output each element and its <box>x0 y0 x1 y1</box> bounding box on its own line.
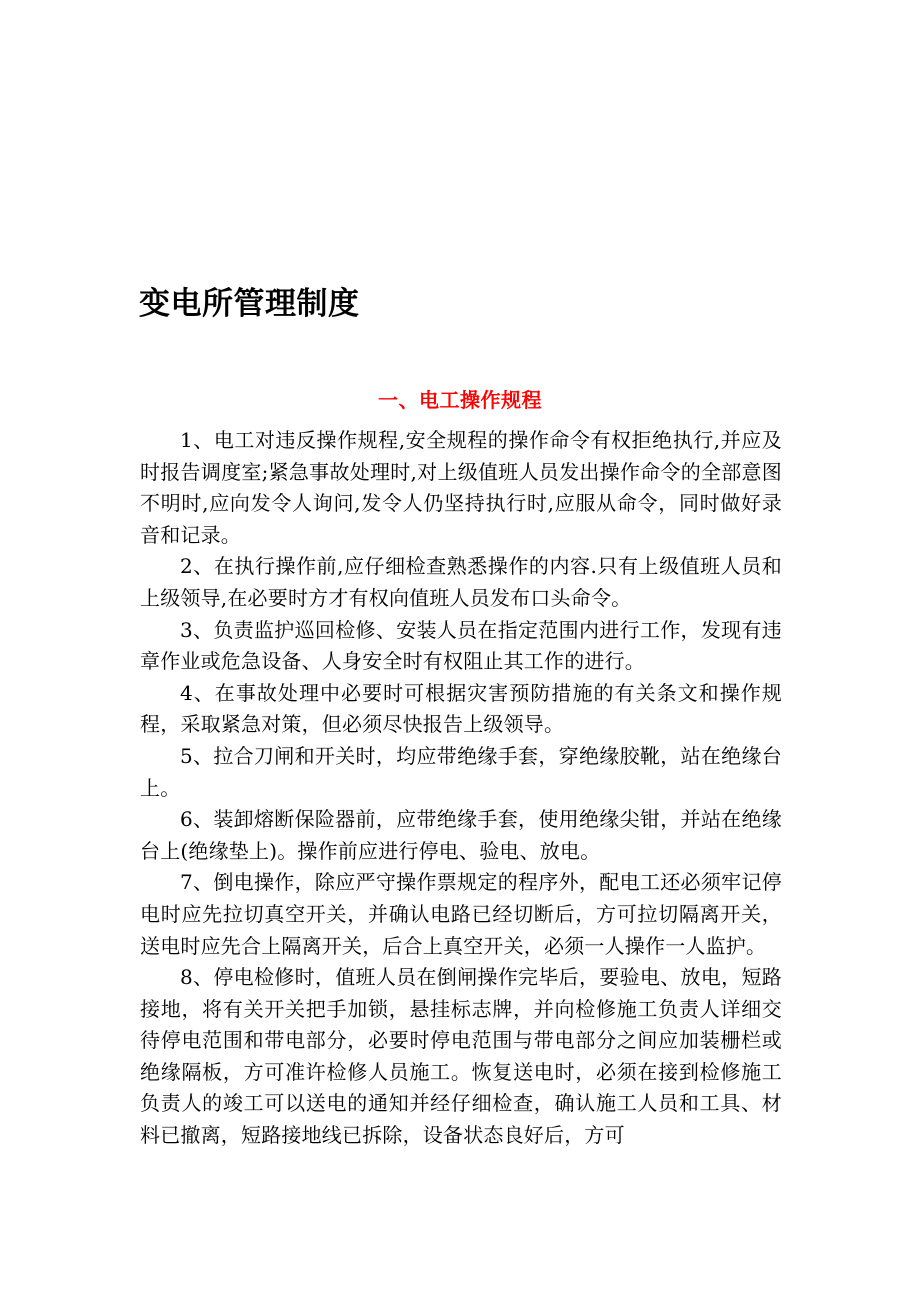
document-title: 变电所管理制度 <box>139 286 360 322</box>
paragraph-4: 4、在事故处理中必要时可根据灾害预防措施的有关条文和操作规程，采取紧急对策，但必须尽快报告上级领导。 <box>140 680 782 737</box>
paragraph-1: 1、电工对违反操作规程,安全规程的操作命令有权拒绝执行,并应及时报告调度室;紧急事故处理时,对上级值班人员发出操作命令的全部意图不明时,应向发令人询问,发令人仍坚持执行时,应服从命令，同时做好录音和记录。 <box>140 428 782 547</box>
paragraph-5: 5、拉合刀闸和开关时，均应带绝缘手套，穿绝缘胶靴，站在绝缘台上。 <box>140 743 782 800</box>
paragraph-8: 8、停电检修时，值班人员在倒闸操作完毕后，要验电、放电，短路接地，将有关开关把手加锁，悬挂标志牌，并向检修施工负责人详细交待停电范围和带电部分，必要时停电范围与带电部分之间应加装栅栏或绝缘隔板，方可准许检修人员施工。恢复送电时，必须在接到检修施工负责人的竣工可以送电的通知并经仔细检查，确认施工人员和工具、材料已撤离，短路接地线已拆除，设备状态良好后，方可 <box>140 965 782 1148</box>
paragraph-6: 6、装卸熔断保险器前，应带绝缘手套，使用绝缘尖钳，并站在绝缘台上(绝缘垫上)。操作前应进行停电、验电、放电。 <box>140 807 782 863</box>
document-body <box>140 425 782 1152</box>
paragraph-7: 7、倒电操作，除应严守操作票规定的程序外，配电工还必须牢记停电时应先拉切真空开关，并确认电路已经切断后，方可拉切隔离开关，送电时应先合上隔离开关，后合上真空开关，必须一人操作一人监护。 <box>140 870 782 958</box>
paragraph-2: 2、在执行操作前,应仔细检查熟悉操作的内容.只有上级值班人员和上级领导,在必要时方才有权向值班人员发布口头命令。 <box>140 554 782 610</box>
section-heading: 一、电工操作规程 <box>378 388 542 412</box>
paragraph-3: 3、负责监护巡回检修、安装人员在指定范围内进行工作，发现有违章作业或危急设备、人身安全时有权阻止其工作的进行。 <box>140 617 782 674</box>
